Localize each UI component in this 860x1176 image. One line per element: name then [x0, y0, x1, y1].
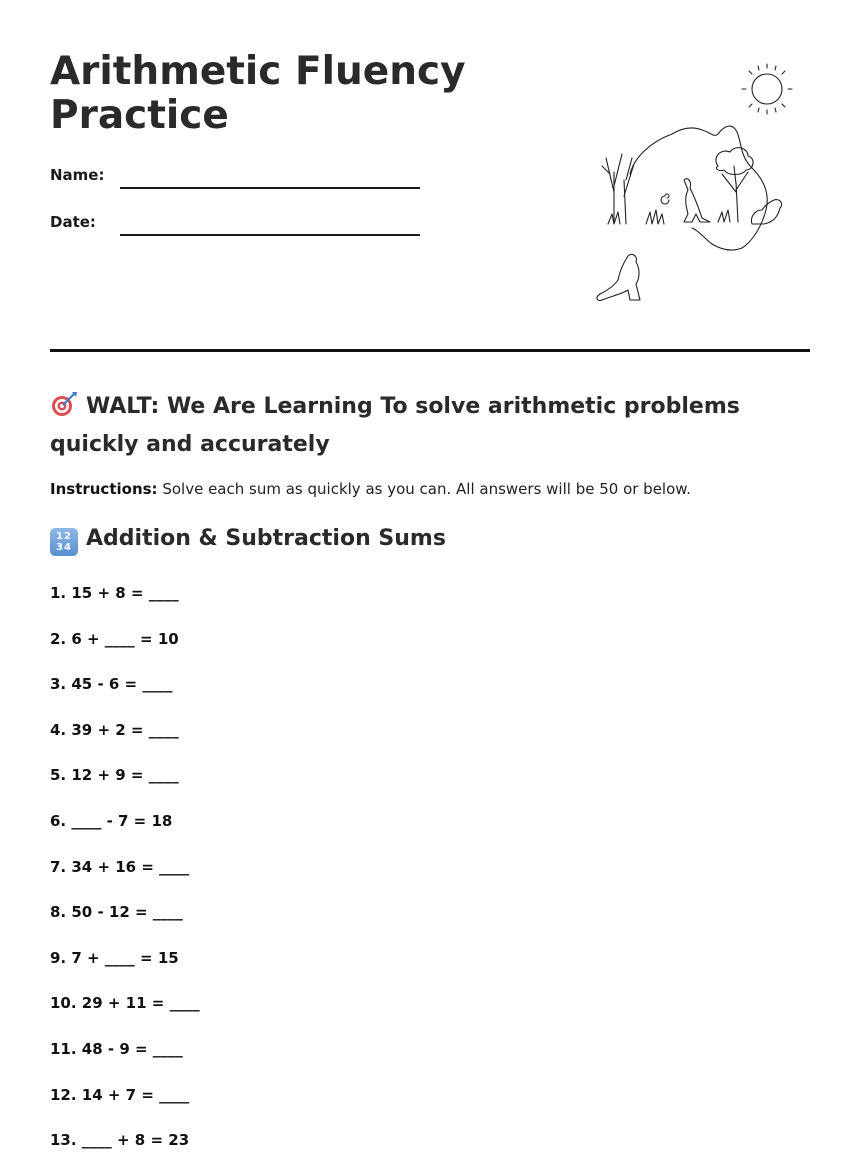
instructions-label: Instructions:: [50, 480, 158, 498]
target-dart-icon: [50, 390, 78, 418]
problem-item[interactable]: 11. 48 - 9 = ____: [50, 1039, 183, 1058]
problem-item[interactable]: 10. 29 + 11 = ____: [50, 994, 200, 1013]
problem-item[interactable]: 8. 50 - 12 = ____: [50, 903, 183, 922]
input-numbers-icon: 12 34: [50, 528, 78, 556]
problem-item[interactable]: 13. ____ + 8 = 23: [50, 1131, 190, 1150]
rock-outline-icon: [630, 126, 767, 250]
instructions: [50, 480, 691, 498]
walt-text: WALT: We Are Learning To solve arithmetic problems quickly and accurately: [50, 394, 740, 457]
flowering-tree-icon: [716, 148, 753, 222]
problem-item[interactable]: 4. 39 + 2 = ____: [50, 720, 179, 739]
name-label: Name:: [50, 166, 105, 184]
sun-icon: [742, 64, 792, 114]
problem-list: [50, 583, 810, 1176]
date-label: Date:: [50, 213, 96, 231]
problem-item[interactable]: 7. 34 + 16 = ____: [50, 857, 190, 876]
problem-item[interactable]: 1. 15 + 8 = ____: [50, 584, 179, 602]
kangaroo-icon-bottom: [597, 254, 640, 300]
spiral-icon: [661, 194, 669, 204]
problem-item[interactable]: 5. 12 + 9 = ____: [50, 766, 179, 785]
kangaroo-icon: [684, 179, 710, 222]
walt-heading: [50, 388, 810, 464]
section-heading: [50, 526, 446, 556]
date-field-line[interactable]: [120, 234, 420, 236]
instructions-text: Solve each sum as quickly as you can. All answers will be 50 or below.: [162, 480, 691, 498]
outback-illustration: [542, 62, 797, 312]
problem-item[interactable]: 2. 6 + ____ = 10: [50, 629, 179, 648]
worksheet-page: [50, 0, 810, 1161]
page-title: Arithmetic Fluency Practice: [50, 49, 466, 138]
name-field-line[interactable]: [120, 187, 420, 189]
problem-item[interactable]: 6. ____ - 7 = 18: [50, 811, 173, 830]
problem-item[interactable]: 3. 45 - 6 = ____: [50, 675, 173, 694]
problem-item[interactable]: 12. 14 + 7 = ____: [50, 1085, 190, 1104]
section-divider: [50, 349, 810, 352]
section-title: Addition & Subtraction Sums: [86, 526, 446, 551]
problem-item[interactable]: 9. 7 + ____ = 15: [50, 948, 179, 967]
wallaby-icon: [751, 200, 781, 224]
